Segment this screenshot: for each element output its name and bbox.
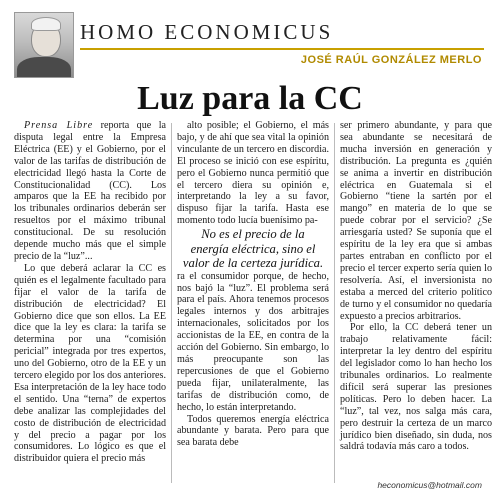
paragraph: Por ello, la CC deberá tener un trabajo relativamente fácil: interpretar la ley dentro del espíritu del legislador como lo han hecho los tribunales ordinarios. Lo realmente difícil será superar las presiones políticas. Pero lo deben hacer. La “luz”, tal vez, nos salga más cara, pero destruir la certeza de un marco jurídico bien diseñado, sin duda, nos saldrá todavía más caro a todos. xyxy=(340,322,492,453)
newspaper-name: Prensa Libre xyxy=(24,120,94,131)
paragraph: alto posible; el Gobierno, el más bajo, y de ahí que sea vital la opinión vinculante de un tercero en discordia. El proceso se inició con ese espíritu, pero el Gobierno nunca permitió que el tercero diera su opinión e, interpretando la ley a su favor, dispuso fijar la tarifa. Hasta ese momento todo lucía buenísimo pa- xyxy=(177,120,329,227)
paragraph: ra el consumidor porque, de hecho, nos bajó la “luz”. El problema será para el país. Ahora tenemos procesos legales internos y dos arbitrajes internacionales, solicitados por los accionistas de la EE, en contra de la acción del Gobierno. Sin embargo, lo más preocupante son las repercusiones de que el Gobierno pueda fijar, unilateralmente, las tarifas de distribución como, de hecho, lo están interpretando. xyxy=(177,270,329,413)
column-divider xyxy=(334,123,335,483)
paragraph xyxy=(14,120,166,263)
header-rule xyxy=(80,48,484,50)
column-divider xyxy=(171,123,172,483)
paragraph: ser primero abundante, y para que sea abundante se necesitará de mucha inversión en generación y distribución. La pregunta es ¿quién se anima a invertir en distribución eléctrica en Guatemala si el Gobierno “tiene la sartén por el mango” en materia de lo que se puede cobrar por el servicio? ¿Se arriesgaría usted? Se suponía que el espíritu de la ley era que si ambas partes entraban en conflicto por el precio el tercer experto sería quien lo resolvería. Así, el inversionista no estaba a merced del criterio político de turno y el consumidor no quedaría expuesto a precios arbitrarios. xyxy=(340,120,492,322)
author-photo xyxy=(14,12,74,78)
paragraph: Todos queremos energía eléctrica abundante y barata. Pero para que sea barata debe xyxy=(177,413,329,449)
article-column-3 xyxy=(340,120,492,453)
author-email: heconomicus@hotmail.com xyxy=(377,480,482,490)
article-column-2 xyxy=(177,120,329,449)
article-column-1 xyxy=(14,120,166,465)
photo-hair xyxy=(31,17,61,31)
article-headline: Luz para la CC xyxy=(137,80,363,117)
author-name: JOSÉ RAÚL GONZÁLEZ MERLO xyxy=(300,54,482,66)
photo-shoulders xyxy=(17,57,71,78)
paragraph: Lo que deberá aclarar la CC es quién es el legalmente facultado para fijar el valor de la tarifa de distribución de electricidad? El Gobierno dice que son ellos. La EE dice que la ley es clara: la tarifa se determina por una “comisión pericial” integrada por tres expertos, uno del Gobierno, otro de la EE y un tercero elegido por los dos anteriores. Esa interpretación de la ley hace todo el sentido. Una “terna” de expertos debe analizar las complejidades del costo de distribución de electricidad y del precio a pagar por los consumidores. Lo lógico es que el distribuidor quiera el precio más xyxy=(14,262,166,465)
paragraph-text: reporta que la disputa legal entre la Empresa Eléctrica (EE) y el Gobierno, por el valor de las tarifas de distribución de electricidad llegó hasta la Corte de Constitucionalidad (CC). Los amparos que la EE ha recibido por los tribunales ordinarios deberán ser resueltos por el máximo tribunal constitucional. De su resolución depende mucho más que el simple precio de la “luz”... xyxy=(14,120,166,262)
pull-quote: No es el precio de la energía eléctrica, sino el valor de la certeza jurídica. xyxy=(182,227,324,271)
column-title: HOMO ECONOMICUS xyxy=(80,20,334,44)
